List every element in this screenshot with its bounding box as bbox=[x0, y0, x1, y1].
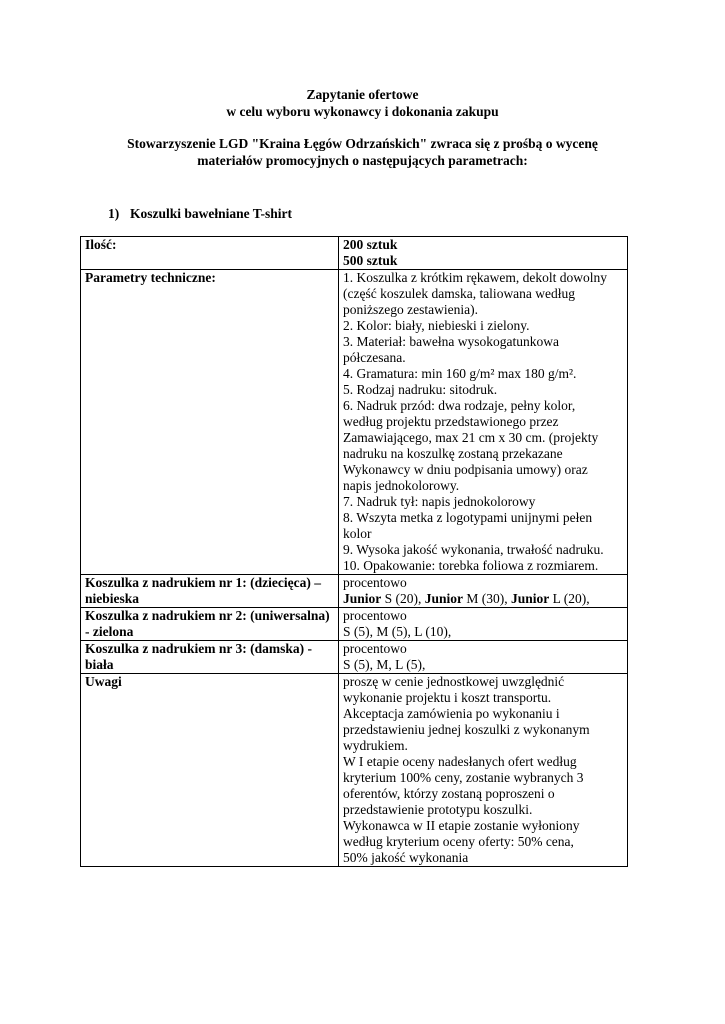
remarks-label: Uwagi bbox=[81, 674, 339, 867]
intro-line-2: materiałów promocyjnych o następujących parametrach: bbox=[197, 153, 528, 168]
shirt-2-sizes: S (5), M (5), L (10), bbox=[343, 624, 452, 639]
intro-line-1: Stowarzyszenie LGD "Kraina Łęgów Odrzańskich" zwraca się z prośbą o wycenę bbox=[127, 136, 598, 151]
size-value: S (20), bbox=[381, 591, 425, 606]
technical-line: 8. Wszyta metka z logotypami unijnymi pełen bbox=[343, 510, 593, 525]
remarks-line: wykonanie projektu i koszt transportu. bbox=[343, 690, 552, 705]
remarks-line: kryterium 100% ceny, zostanie wybranych 3 bbox=[343, 770, 584, 785]
table-row-shirt-1 bbox=[81, 575, 628, 608]
table-row-quantity bbox=[81, 237, 628, 270]
technical-line: 4. Gramatura: min 160 g/m² max 180 g/m². bbox=[343, 366, 577, 381]
remarks-line: przedstawienie prototypu koszulki. bbox=[343, 802, 533, 817]
shirt-1-distribution bbox=[339, 575, 628, 608]
shirt-2-percent-label: procentowo bbox=[343, 608, 407, 623]
section-title: Koszulki bawełniane T-shirt bbox=[130, 206, 293, 221]
technical-line: poniższego zestawienia). bbox=[343, 302, 478, 317]
shirt-1-label: Koszulka z nadrukiem nr 1: (dziecięca) – niebieska bbox=[81, 575, 339, 608]
technical-line: 10. Opakowanie: torebka foliowa z rozmiarem. bbox=[343, 558, 599, 573]
shirt-1-percent-label: procentowo bbox=[343, 575, 407, 590]
remarks-line: W I etapie oceny nadesłanych ofert według bbox=[343, 754, 577, 769]
section-heading bbox=[108, 205, 292, 222]
quantity-label: Ilość: bbox=[81, 237, 339, 270]
remarks-line: przedstawieniu jednej koszulki z wykonanym bbox=[343, 722, 590, 737]
shirt-2-distribution bbox=[339, 608, 628, 641]
technical-line: 5. Rodzaj nadruku: sitodruk. bbox=[343, 382, 498, 397]
spec-table bbox=[80, 236, 628, 867]
shirt-3-distribution bbox=[339, 641, 628, 674]
technical-line: półczesana. bbox=[343, 350, 406, 365]
remarks-line: Akceptacja zamówienia po wykonaniu i bbox=[343, 706, 560, 721]
remarks-line: według kryterium oceny oferty: 50% cena, bbox=[343, 834, 574, 849]
technical-line: napis jednokolorowy. bbox=[343, 478, 460, 493]
quantity-value: 200 sztuk bbox=[343, 237, 398, 252]
table-row-shirt-3 bbox=[81, 641, 628, 674]
remarks-text bbox=[339, 674, 628, 867]
section-number: 1) bbox=[108, 206, 120, 221]
technical-line: według projektu przedstawionego przez bbox=[343, 414, 559, 429]
remarks-line: 50% jakość wykonania bbox=[343, 850, 469, 865]
technical-line: Zamawiającego, max 21 cm x 30 cm. (projekty bbox=[343, 430, 599, 445]
technical-line: kolor bbox=[343, 526, 372, 541]
intro-text bbox=[0, 135, 725, 169]
shirt-3-sizes: S (5), M, L (5), bbox=[343, 657, 426, 672]
remarks-line: wydrukiem. bbox=[343, 738, 408, 753]
technical-line: (część koszulek damska, taliowana według bbox=[343, 286, 576, 301]
remarks-line: oferentów, którzy zostaną poproszeni o bbox=[343, 786, 555, 801]
technical-line: Wykonawcy w dniu podpisania umowy) oraz bbox=[343, 462, 588, 477]
technical-line: 6. Nadruk przód: dwa rodzaje, pełny kolor, bbox=[343, 398, 576, 413]
document-title bbox=[0, 86, 725, 120]
quantity-values bbox=[339, 237, 628, 270]
technical-line: 9. Wysoka jakość wykonania, trwałość nadruku. bbox=[343, 542, 604, 557]
shirt-3-label: Koszulka z nadrukiem nr 3: (damska) - biała bbox=[81, 641, 339, 674]
technical-label: Parametry techniczne: bbox=[81, 270, 339, 575]
title-line-1: Zapytanie ofertowe bbox=[306, 87, 419, 102]
table-row-technical bbox=[81, 270, 628, 575]
technical-line: 7. Nadruk tył: napis jednokolorowy bbox=[343, 494, 536, 509]
size-value: L (20), bbox=[549, 591, 590, 606]
technical-line: 1. Koszulka z krótkim rękawem, dekolt dowolny bbox=[343, 270, 607, 285]
table-row-shirt-2 bbox=[81, 608, 628, 641]
shirt-2-label: Koszulka z nadrukiem nr 2: (uniwersalna) - zielona bbox=[81, 608, 339, 641]
technical-line: nadruku na koszulkę zostaną przekazane bbox=[343, 446, 563, 461]
technical-line: 3. Materiał: bawełna wysokogatunkowa bbox=[343, 334, 559, 349]
technical-params bbox=[339, 270, 628, 575]
remarks-line: proszę w cenie jednostkowej uwzględnić bbox=[343, 674, 565, 689]
technical-line: 2. Kolor: biały, niebieski i zielony. bbox=[343, 318, 530, 333]
title-line-2: w celu wyboru wykonawcy i dokonania zakupu bbox=[226, 104, 499, 119]
size-value: M (30), bbox=[463, 591, 512, 606]
remarks-line: Wykonawca w II etapie zostanie wyłoniony bbox=[343, 818, 580, 833]
size-prefix: Junior bbox=[511, 591, 550, 606]
shirt-1-sizes bbox=[343, 591, 623, 607]
shirt-3-percent-label: procentowo bbox=[343, 641, 407, 656]
size-prefix: Junior bbox=[343, 591, 382, 606]
size-prefix: Junior bbox=[424, 591, 464, 606]
table-row-remarks bbox=[81, 674, 628, 867]
quantity-value: 500 sztuk bbox=[343, 253, 398, 268]
